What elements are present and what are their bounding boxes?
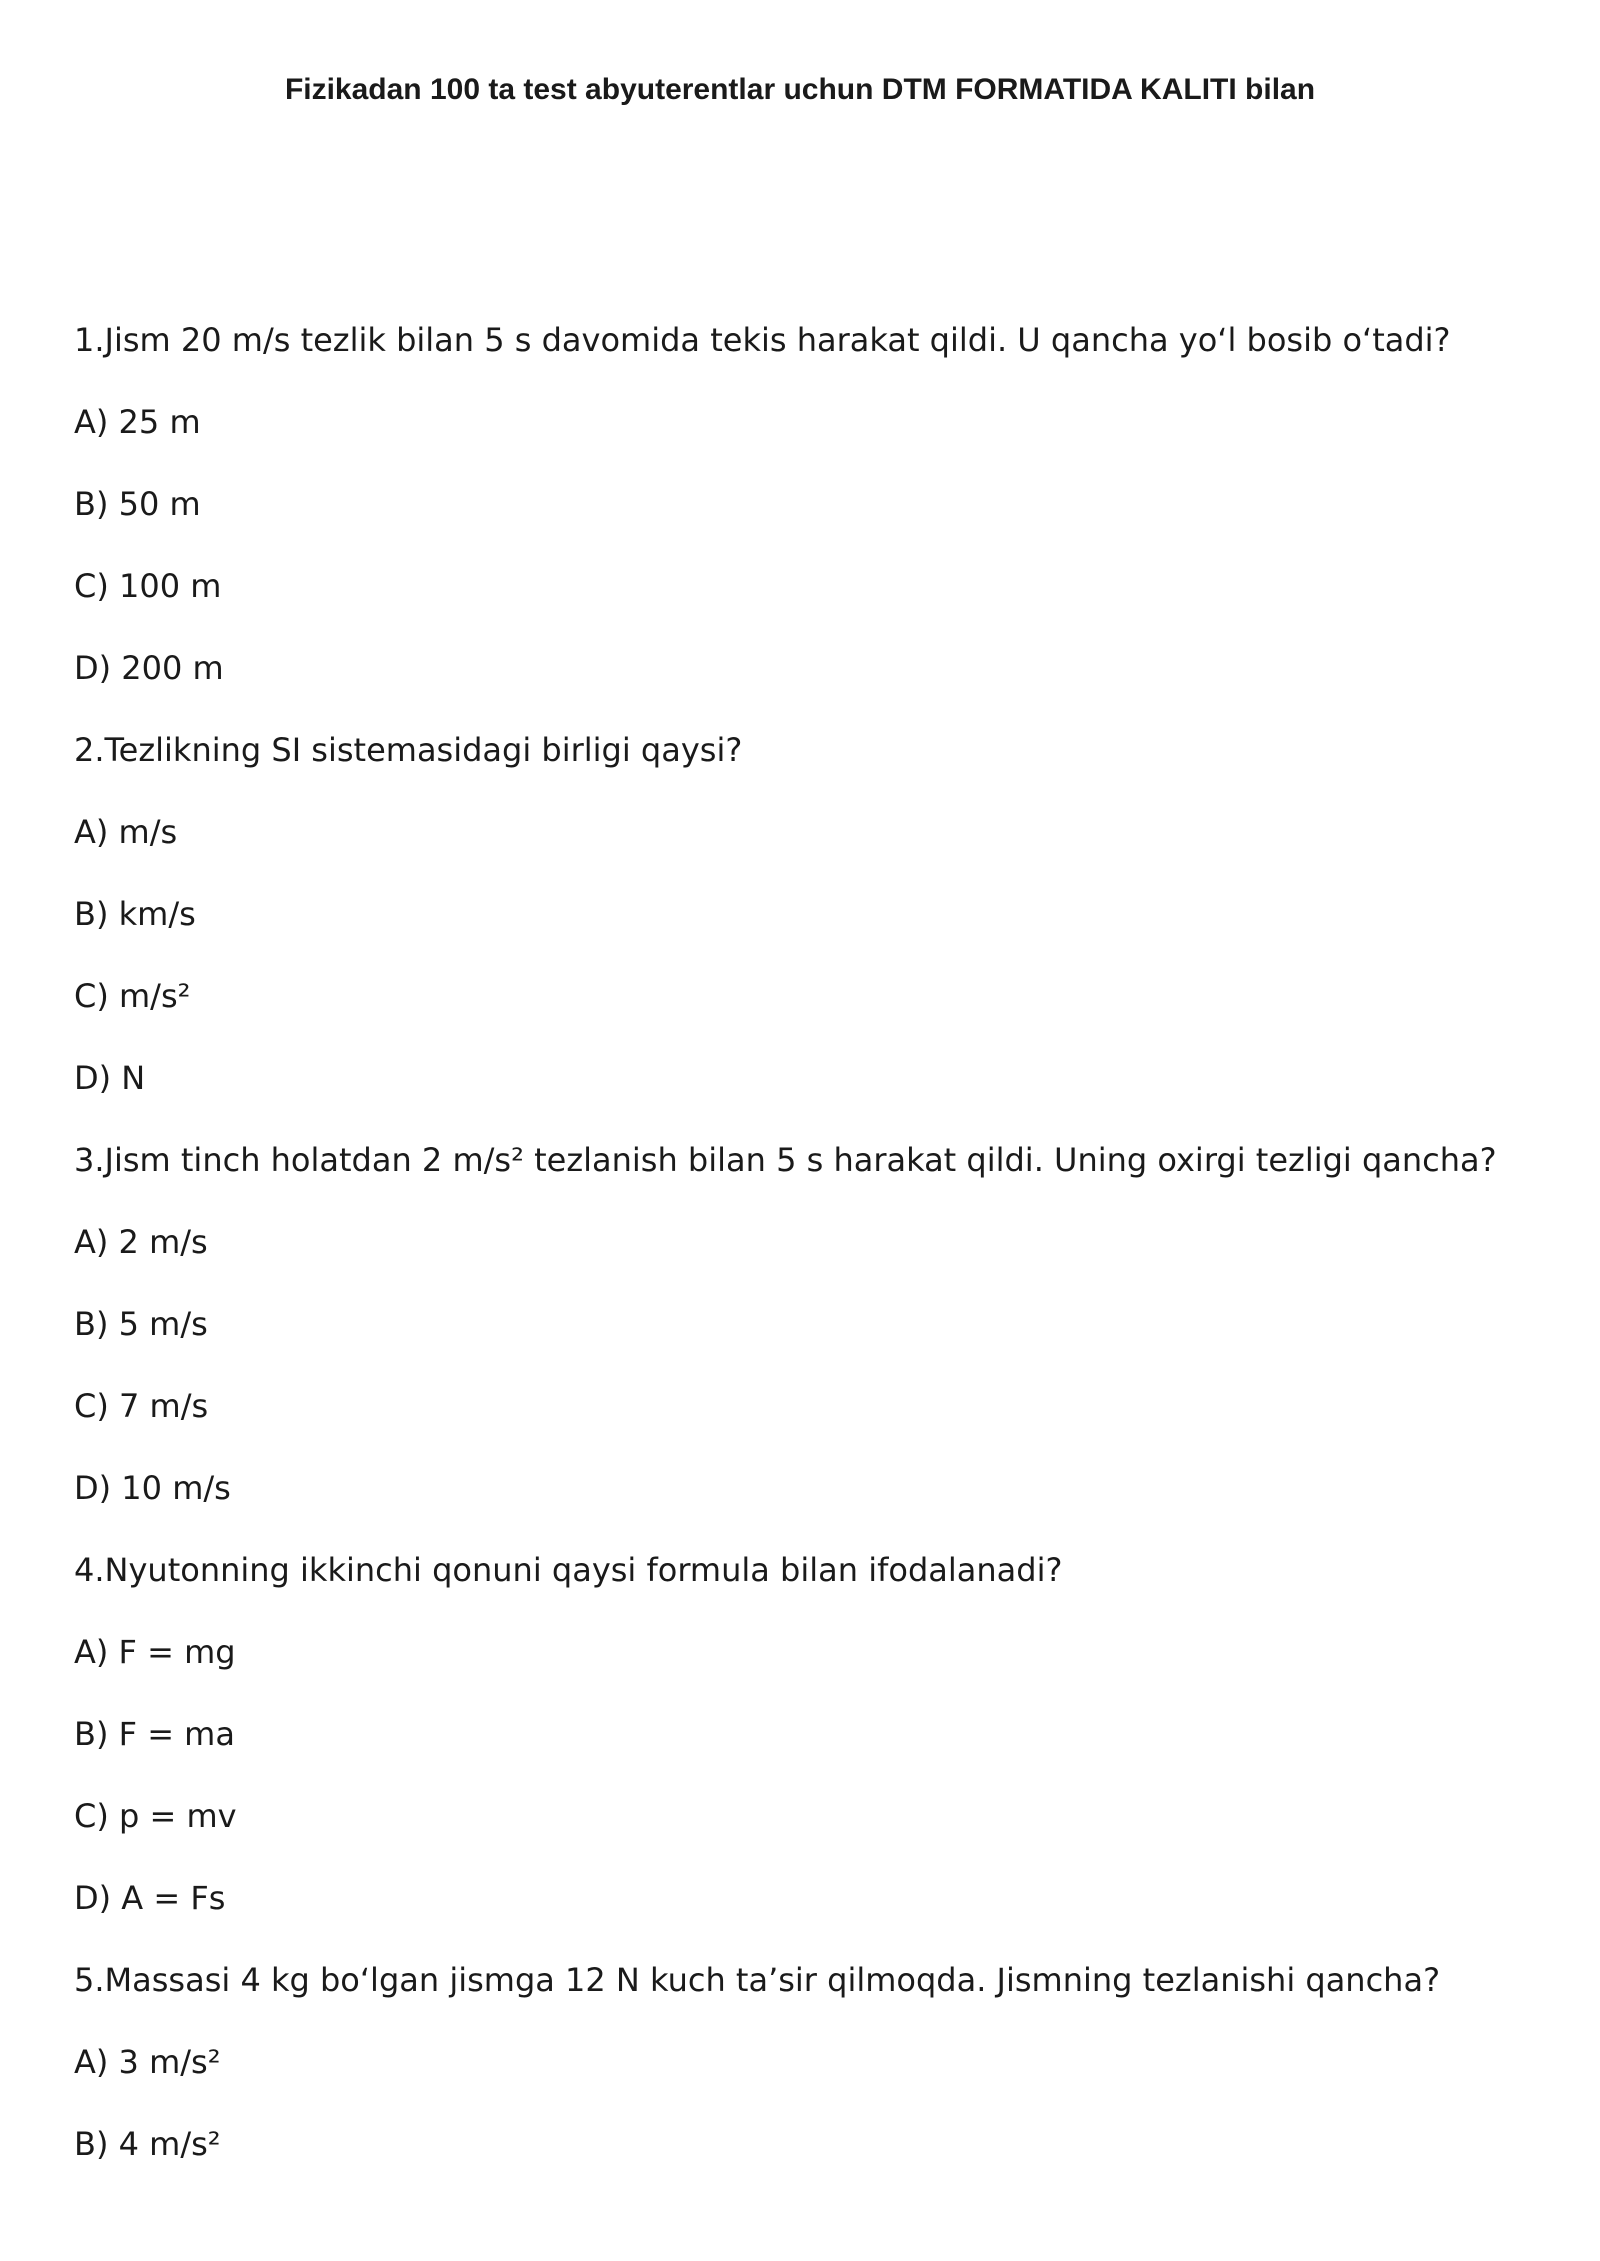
question-4-option-c: C) p = mv: [74, 1797, 237, 1835]
question-1-option-c: C) 100 m: [74, 567, 222, 605]
question-4-text: 4.Nyutonning ikkinchi qonuni qaysi formula bilan ifodalanadi?: [74, 1551, 1063, 1589]
question-2-option-c: C) m/s²: [74, 977, 191, 1015]
question-4-option-a: A) F = mg: [74, 1633, 236, 1671]
question-3-option-c: C) 7 m/s: [74, 1387, 209, 1425]
question-3-option-d: D) 10 m/s: [74, 1469, 231, 1507]
question-1-option-a: A) 25 m: [74, 403, 201, 441]
question-1-text: 1.Jism 20 m/s tezlik bilan 5 s davomida tekis harakat qildi. U qancha yoʻl bosib oʻtadi?: [74, 321, 1451, 359]
question-5-option-b: B) 4 m/s²: [74, 2125, 221, 2163]
question-4-option-b: B) F = ma: [74, 1715, 235, 1753]
document-title: Fizikadan 100 ta test abyuterentlar uchun DTM FORMATIDA KALITI bilan: [284, 73, 1316, 106]
question-1-option-d: D) 200 m: [74, 649, 224, 687]
question-3-option-b: B) 5 m/s: [74, 1305, 208, 1343]
question-3-text: 3.Jism tinch holatdan 2 m/s² tezlanish bilan 5 s harakat qildi. Uning oxirgi tezligi qancha?: [74, 1141, 1497, 1179]
question-2-text: 2.Tezlikning SI sistemasidagi birligi qaysi?: [74, 731, 743, 769]
question-1-option-b: B) 50 m: [74, 485, 201, 523]
question-2-option-b: B) km/s: [74, 895, 196, 933]
question-3-option-a: A) 2 m/s: [74, 1223, 208, 1261]
question-4-option-d: D) A = Fs: [74, 1879, 226, 1917]
question-5-option-a: A) 3 m/s²: [74, 2043, 221, 2081]
question-5-text: 5.Massasi 4 kg boʻlgan jismga 12 N kuch taʼsir qilmoqda. Jismning tezlanishi qancha?: [74, 1961, 1441, 1999]
question-2-option-d: D) N: [74, 1059, 146, 1097]
question-2-option-a: A) m/s: [74, 813, 178, 851]
